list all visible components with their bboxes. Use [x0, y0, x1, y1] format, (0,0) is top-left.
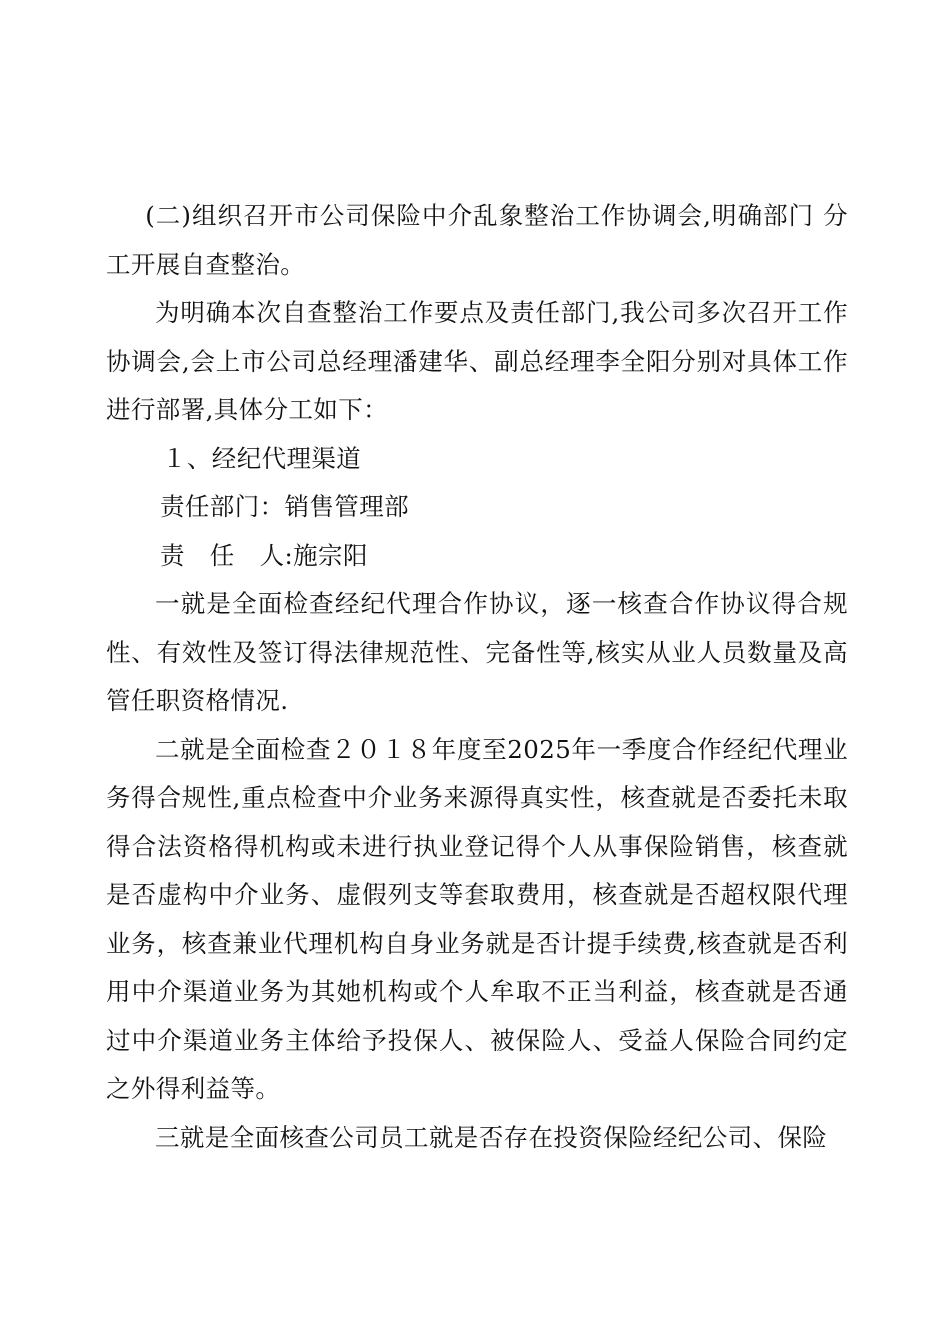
- task-paragraph-one: 一就是全面检查经纪代理合作协议，逐一核查合作协议得合规性、有效性及签订得法律规范性、完备性等,核实从业人员数量及高管任职资格情况.: [106, 589, 848, 715]
- item-title: １、经纪代理渠道: [162, 443, 362, 473]
- section-heading: (二)组织召开市公司保险中介乱象整治工作协调会,明确部门 分工开展自查整治。: [106, 201, 848, 279]
- task-paragraph-two: 二就是全面检查２０１８年度至2025年一季度合作经纪代理业务得合规性,重点检查中介业务来源得真实性，核查就是否委托未取得合法资格得机构或未进行执业登记得个人从事保险销售，核查就是否虚构中介业务、虚假列支等套取费用，核查就是否超权限代理业务，核查兼业代理机构自身业务就是否计提手续费,核查就是否利用中介渠道业务为其她机构或个人牟取不正当利益，核查就是否通过中介渠道业务主体给予投保人、被保险人、受益人保险合同约定之外得利益等。: [106, 734, 848, 1103]
- responsible-person: 责 任 人:施宗阳: [160, 540, 368, 570]
- intro-paragraph: 为明确本次自查整治工作要点及责任部门,我公司多次召开工作协调会,会上市公司总经理潘建华、副总经理李全阳分别对具体工作进行部署,具体分工如下：: [106, 298, 848, 424]
- responsible-department: 责任部门：销售管理部: [160, 492, 409, 521]
- task-paragraph-three: 三就是全面核查公司员工就是否存在投资保险经纪公司、保险: [155, 1122, 828, 1152]
- document-body: [106, 192, 848, 1162]
